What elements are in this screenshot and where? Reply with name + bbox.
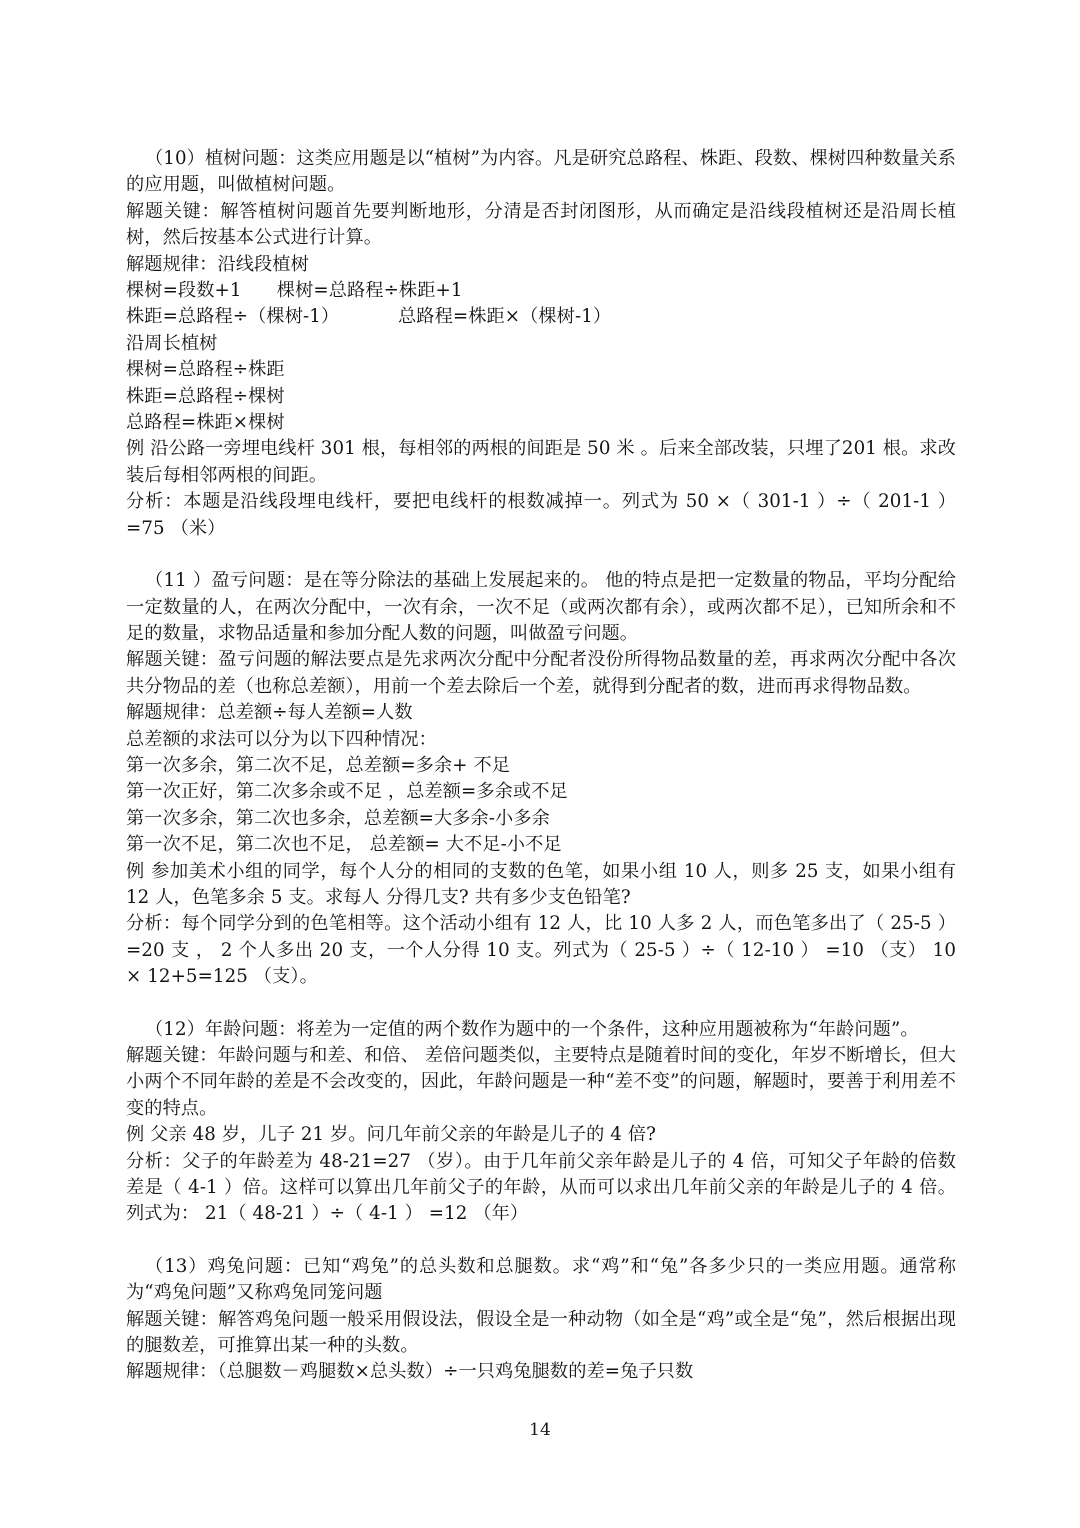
section-12 xyxy=(126,1017,956,1228)
section-10-formula-3: 棵树=总路程÷株距 xyxy=(126,359,285,381)
section-12-example: 例 父亲 48 岁，儿子 21 岁。问几年前父亲的年龄是儿子的 4 倍? xyxy=(126,1124,656,1146)
section-13-definition: （13）鸡兔问题：已知“鸡兔”的总头数和总腿数。求“鸡”和“兔”各多少只的一类应用题。通常称为“鸡兔问题”又称鸡兔同笼问题 xyxy=(126,1255,956,1304)
section-11-key: 解题关键：盈亏问题的解法要点是先求两次分配中分配者没份所得物品数量的差，再求两次分配中各次共分物品的差（也称总差额），用前一个差去除后一个差，就得到分配者的数，进而再求得物品数。 xyxy=(126,649,956,697)
section-12-analysis: 分析：父子的年龄差为 48-21=27 （岁）。由于几年前父亲年龄是儿子的 4 倍，可知父子年龄的倍数差是（ 4-1 ）倍。这样可以算出几年前父子的年龄，从而可以求出几年前父亲的年龄是儿子的 4 倍。列式为： 21（ 48-21 ）÷（ 4-1 ） =12 （年） xyxy=(126,1150,956,1225)
section-12-key: 解题关键：年龄问题与和差、和倍、 差倍问题类似，主要特点是随着时间的变化，年岁不断增长，但大小两个不同年龄的差是不会改变的，因此，年龄问题是一种“差不变”的问题，解题时，要善于利用差不变的特点。 xyxy=(126,1045,956,1119)
section-divider-11-12 xyxy=(126,991,956,1017)
section-11-example: 例 参加美术小组的同学，每个人分的相同的支数的色笔，如果小组 10 人，则多 25 支，如果小组有 12 人，色笔多余 5 支。求每人 分得几支? 共有多少支色铅笔? xyxy=(126,860,956,908)
section-10-analysis: 分析：本题是沿线段埋电线杆，要把电线杆的根数减掉一。列式为 50 ×（ 301-1 ）÷（ 201-1 ）=75 （米） xyxy=(126,491,956,539)
section-13-key: 解题关键：解答鸡兔问题一般采用假设法，假设全是一种动物（如全是“鸡”或全是“兔”，然后根据出现的腿数差，可推算出某一种的头数。 xyxy=(126,1308,956,1357)
section-12-definition: （12）年龄问题：将差为一定值的两个数作为题中的一个条件，这种应用题被称为“年龄问题”。 xyxy=(145,1018,919,1040)
section-13-rule: 解题规律：（总腿数－鸡腿数×总头数）÷一只鸡兔腿数的差=兔子只数 xyxy=(126,1361,694,1383)
section-11-cases-heading: 总差额的求法可以分为以下四种情况： xyxy=(126,728,437,750)
section-11-analysis: 分析：每个同学分到的色笔相等。这个活动小组有 12 人，比 10 人多 2 人，而色笔多出了（ 25-5 ）=20 支 ， 2 个人多出 20 支，一个人分得 10 支。列式为（ 25-5 ）÷（ 12-10 ） =10 （支） 10 × 12+5=125 （支）。 xyxy=(126,913,956,988)
section-10-key: 解题关键：解答植树问题首先要判断地形，分清是否封闭图形，从而确定是沿线段植树还是沿周长植树，然后按基本公式进行计算。 xyxy=(126,200,956,249)
section-11-case-4: 第一次不足，第二次也不足， 总差额= 大不足-小不足 xyxy=(126,834,562,856)
section-10 xyxy=(126,146,956,542)
section-11-case-3: 第一次多余，第二次也多余，总差额=大多余-小多余 xyxy=(126,807,550,829)
section-10-formula-5: 总路程=株距×棵树 xyxy=(126,412,285,434)
section-10-formula-2: 株距=总路程÷（棵树-1） 总路程=株距×（棵树-1） xyxy=(126,306,612,328)
section-divider-10-11 xyxy=(126,542,956,568)
section-10-definition: （10）植树问题：这类应用题是以“植树”为内容。凡是研究总路程、株距、段数、棵树四种数量关系的应用题，叫做植树问题。 xyxy=(126,148,956,196)
section-10-formula-1: 棵树=段数+1 棵树=总路程÷株距+1 xyxy=(126,280,463,302)
section-11-definition: （11 ）盈亏问题：是在等分除法的基础上发展起来的。 他的特点是把一定数量的物品，平均分配给一定数量的人，在两次分配中，一次有余，一次不足（或两次都有余），或两次都不足），已知所余和不足的数量，求物品适量和参加分配人数的问题，叫做盈亏问题。 xyxy=(126,570,956,644)
section-11-rule: 解题规律：总差额÷每人差额=人数 xyxy=(126,702,413,724)
section-11-case-2: 第一次正好，第二次多余或不足 ，总差额=多余或不足 xyxy=(126,781,568,803)
section-10-perimeter-heading: 沿周长植树 xyxy=(126,332,218,354)
section-10-rule-heading: 解题规律：沿线段植树 xyxy=(126,253,309,275)
section-11 xyxy=(126,568,956,991)
section-10-example: 例 沿公路一旁埋电线杆 301 根，每相邻的两根的间距是 50 米 。后来全部改装，只埋了201 根。求改装后每相邻两根的间距。 xyxy=(126,438,956,486)
page-number: 14 xyxy=(529,1420,551,1440)
section-11-case-1: 第一次多余，第二次不足，总差额=多余+ 不足 xyxy=(126,754,511,776)
section-divider-12-13 xyxy=(126,1228,956,1254)
page-content xyxy=(126,146,956,1386)
section-13 xyxy=(126,1254,956,1386)
section-10-formula-4: 株距=总路程÷棵树 xyxy=(126,385,285,407)
